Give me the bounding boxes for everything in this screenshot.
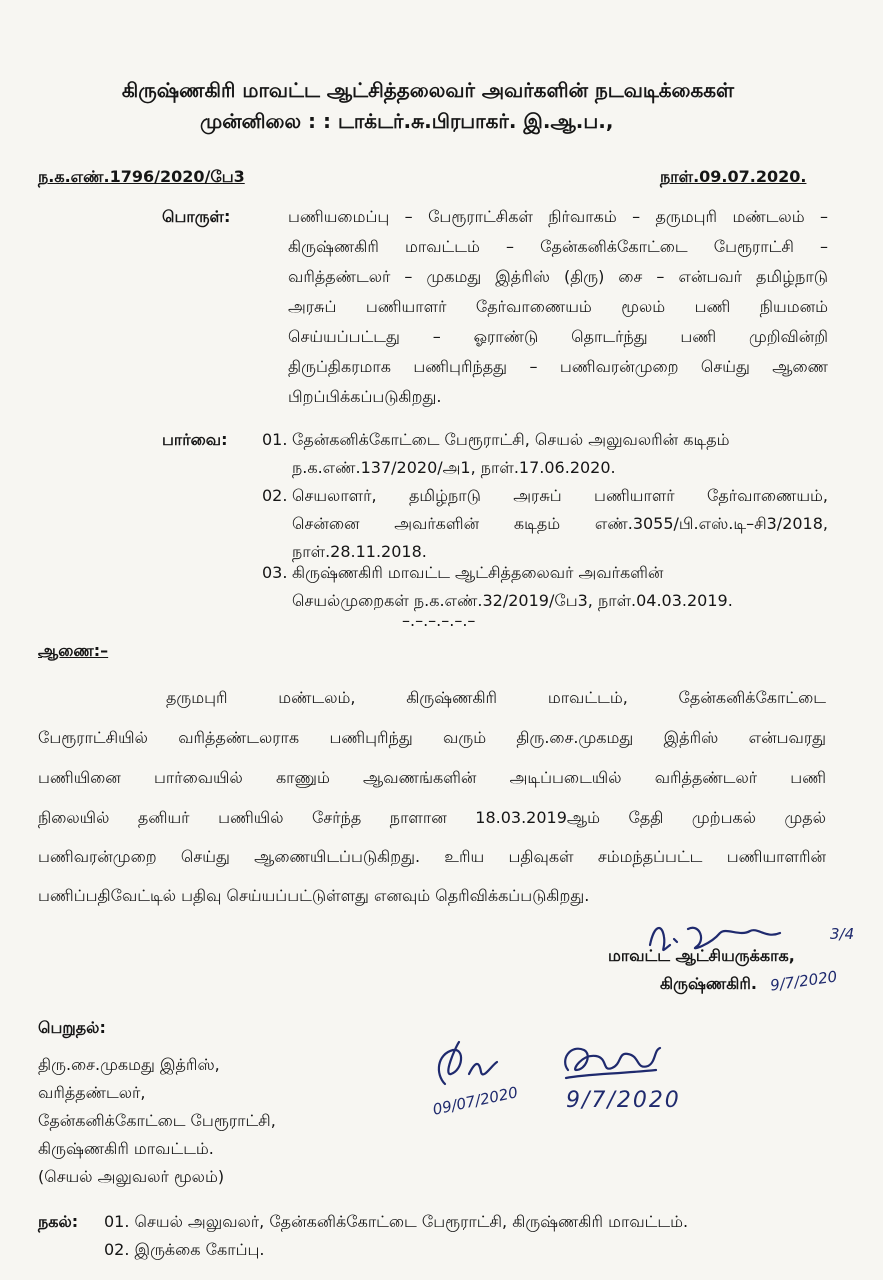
- page-mark: 3/4: [830, 925, 855, 943]
- header-title: கிருஷ்ணகிரி மாவட்ட ஆட்சித்தலைவர் அவர்களின் நடவடிக்கைகள்: [121, 78, 735, 102]
- signature-date: 9/7/2020: [769, 967, 839, 995]
- copy-item: 01. செயல் அலுவலர், தேன்கனிக்கோட்டை பேரூராட்சி, கிருஷ்ணகிரி மாவட்டம்.: [104, 1212, 689, 1231]
- file-number: ந.க.எண்.1796/2020/பே3: [38, 167, 245, 186]
- subject-line: பிறப்பிக்கப்படுகிறது.: [288, 387, 442, 406]
- order-line: பேரூராட்சியில் வரித்தண்டலராக பணிபுரிந்து வரும் திரு.சை.முகமது இத்ரிஸ் என்பவரது: [38, 728, 826, 747]
- signature-place: கிருஷ்ணகிரி.: [660, 974, 757, 993]
- recipient-line: திரு.சை.முகமது இத்ரிஸ்,: [38, 1055, 220, 1074]
- stamp-signature: [556, 1040, 666, 1090]
- reference-line: தேன்கனிக்கோட்டை பேரூராட்சி, செயல் அலுவலரின் கடிதம்: [292, 430, 730, 449]
- recipient-line: வரித்தண்டலர்,: [38, 1083, 146, 1102]
- initial-date: 09/07/2020: [431, 1083, 520, 1119]
- order-label: ஆணை:–: [38, 641, 109, 660]
- subject-line: கிருஷ்ணகிரி மாவட்டம் – தேன்கனிக்கோட்டை பேரூராட்சி –: [288, 237, 828, 256]
- reference-num: 03.: [262, 563, 288, 582]
- reference-num: 01.: [262, 430, 288, 449]
- copy-item: 02. இருக்கை கோப்பு.: [104, 1240, 265, 1259]
- order-line: நிலையில் தனியர் பணியில் சேர்ந்த நாளான 18.03.2019ஆம் தேதி முற்பகல் முதல்: [38, 808, 826, 827]
- subject-line: அரசுப் பணியாளர் தேர்வாணையம் மூலம் பணி நியமனம்: [288, 297, 828, 316]
- subject-line: பணியமைப்பு – பேரூராட்சிகள் நிர்வாகம் – தருமபுரி மண்டலம் –: [288, 207, 828, 226]
- order-line: பணிப்பதிவேட்டில் பதிவு செய்யப்பட்டுள்ளது எனவும் தெரிவிக்கப்படுகிறது.: [38, 886, 590, 905]
- subject-line: வரித்தண்டலர் – முகமது இத்ரிஸ் (திரு) சை – என்பவர் தமிழ்நாடு: [288, 267, 828, 286]
- references-label: பார்வை:: [162, 430, 228, 449]
- header-presiding: முன்னிலை : : டாக்டர்.சு.பிரபாகர். இ.ஆ.ப.,: [200, 109, 614, 133]
- order-date: நாள்.09.07.2020.: [660, 167, 807, 186]
- section-separator: –.–.–.–.–.–: [402, 611, 476, 630]
- recipient-label: பெறுதல்:: [38, 1018, 106, 1037]
- recipient-line: தேன்கனிக்கோட்டை பேரூராட்சி,: [38, 1111, 276, 1130]
- reference-line: கிருஷ்ணகிரி மாவட்ட ஆட்சித்தலைவர் அவர்களின்: [292, 563, 664, 582]
- recipient-line: (செயல் அலுவலர் மூலம்): [38, 1167, 225, 1186]
- order-line: பணியினை பார்வையில் காணும் ஆவணங்களின் அடிப்படையில் வரித்தண்டலர் பணி: [38, 768, 826, 787]
- reference-line: சென்னை அவர்களின் கடிதம் எண்.3055/பி.எஸ்.டி–சி3/2018,: [292, 514, 828, 533]
- reference-line: செயலாளர், தமிழ்நாடு அரசுப் பணியாளர் தேர்வாணையம்,: [292, 486, 828, 505]
- subject-line: செய்யப்பட்டது – ஓராண்டு தொடர்ந்து பணி முறிவின்றி: [288, 327, 828, 346]
- order-line: பணிவரன்முறை செய்து ஆணையிடப்படுகிறது. உரிய பதிவுகள் சம்மந்தப்பட்ட பணியாளரின்: [38, 847, 826, 866]
- reference-line: செயல்முறைகள் ந.க.எண்.32/2019/பே3, நாள்.04.03.2019.: [292, 591, 733, 610]
- subject-label: பொருள்:: [162, 207, 231, 226]
- copy-label: நகல்:: [38, 1212, 79, 1231]
- reference-num: 02.: [262, 486, 288, 505]
- order-line: தருமபுரி மண்டலம், கிருஷ்ணகிரி மாவட்டம், தேன்கனிக்கோட்டை: [166, 688, 826, 707]
- reference-line: ந.க.எண்.137/2020/அ1, நாள்.17.06.2020.: [292, 458, 616, 477]
- subject-line: திருப்திகரமாக பணிபுரிந்தது – பணிவரன்முறை செய்து ஆணை: [288, 357, 828, 376]
- recipient-line: கிருஷ்ணகிரி மாவட்டம்.: [38, 1139, 214, 1158]
- reference-line: நாள்.28.11.2018.: [292, 542, 427, 561]
- stamp-date: 9/7/2020: [566, 1088, 681, 1113]
- signature-title: மாவட்ட ஆட்சியருக்காக,: [608, 946, 795, 965]
